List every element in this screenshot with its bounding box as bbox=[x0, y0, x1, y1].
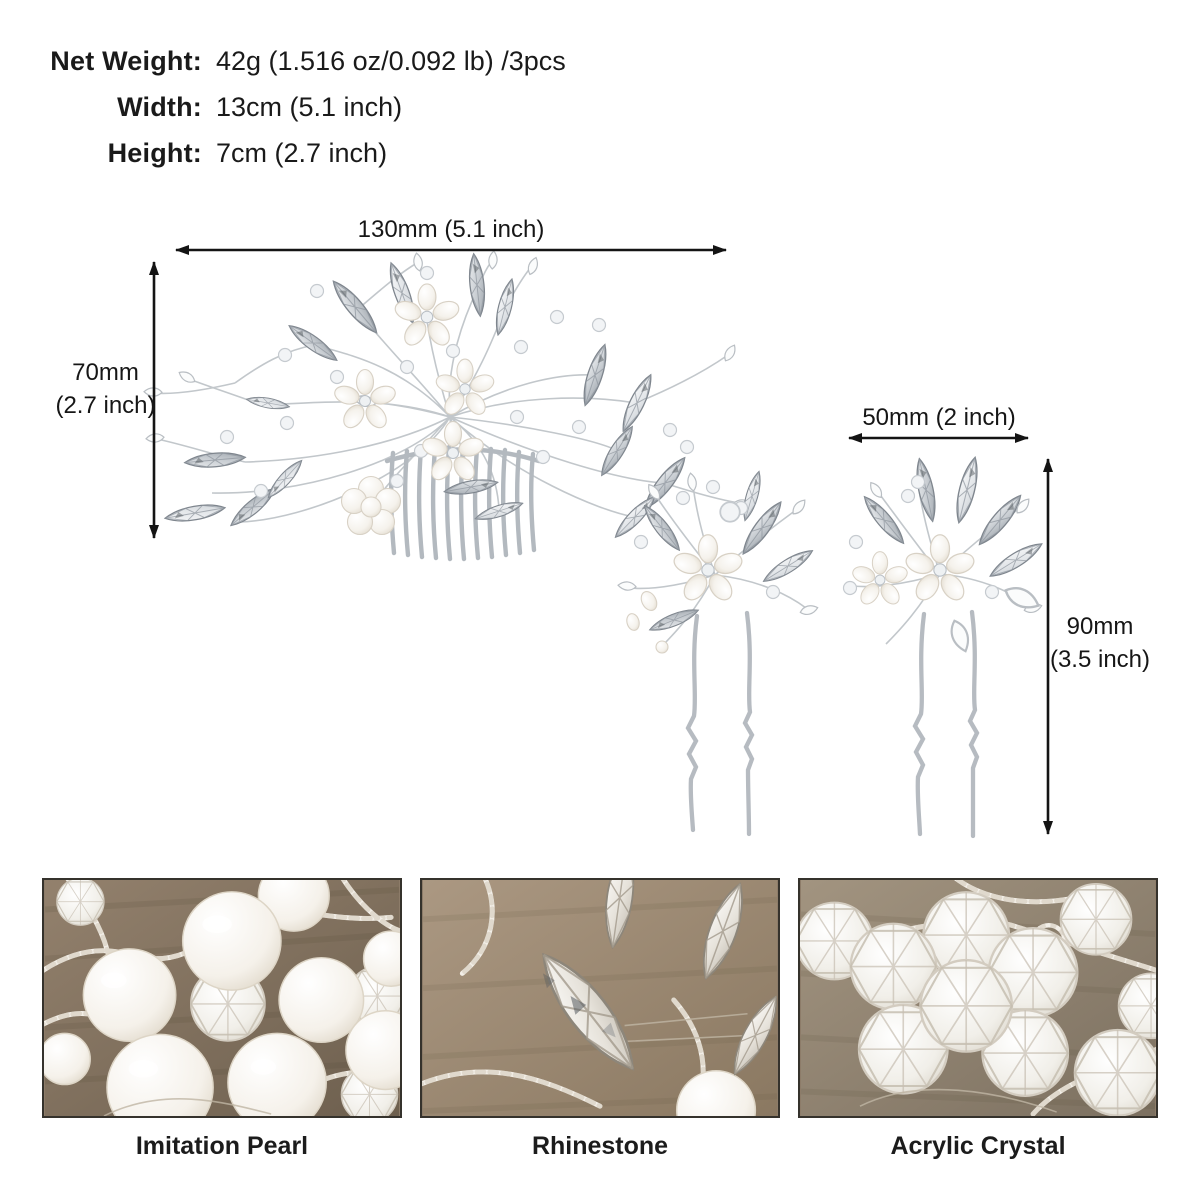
material-caption-imitation-pearl: Imitation Pearl bbox=[135, 1132, 309, 1160]
material-photo-rhinestone bbox=[420, 878, 780, 1118]
dimension-label-pin-height-inch: (3.5 inch) bbox=[1049, 646, 1151, 673]
spec-label-height: Height: bbox=[107, 137, 202, 168]
spec-value-width: 13cm (5.1 inch) bbox=[216, 91, 403, 122]
spec-value-height: 7cm (2.7 inch) bbox=[216, 137, 388, 168]
spec-label-net-weight: Net Weight: bbox=[50, 45, 202, 76]
material-photo-acrylic-crystal bbox=[798, 878, 1158, 1118]
material-photo-imitation-pearl bbox=[42, 878, 402, 1118]
spec-label-width: Width: bbox=[117, 91, 202, 122]
dimension-label-comb-height bbox=[33, 356, 178, 422]
dimension-label-pin-height bbox=[1040, 610, 1160, 676]
hair-comb-illustration bbox=[144, 251, 751, 559]
dimension-label-pin-height-mm: 90mm bbox=[1066, 613, 1134, 640]
dimension-label-comb-width: 130mm (5.1 inch) bbox=[357, 216, 545, 243]
hair-pin-left-illustration bbox=[618, 470, 819, 834]
dimension-label-comb-height-inch: (2.7 inch) bbox=[55, 392, 156, 419]
spec-value-net-weight: 42g (1.516 oz/0.092 lb) /3pcs bbox=[216, 45, 566, 76]
dimension-label-pin-width: 50mm (2 inch) bbox=[862, 404, 1016, 431]
material-caption-rhinestone: Rhinestone bbox=[531, 1132, 669, 1160]
hair-pin-right-illustration bbox=[844, 456, 1046, 836]
material-caption-acrylic-crystal: Acrylic Crystal bbox=[890, 1132, 1066, 1160]
dimension-label-comb-height-mm: 70mm bbox=[72, 359, 139, 386]
